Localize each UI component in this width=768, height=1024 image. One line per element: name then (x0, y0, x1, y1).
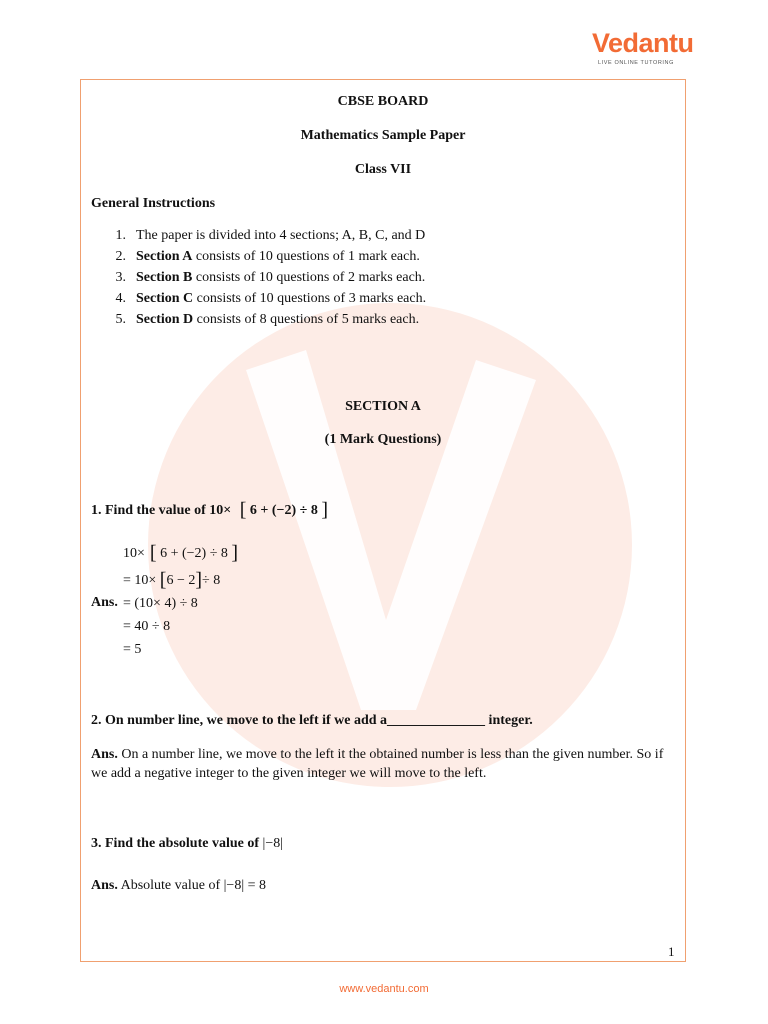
question-1-text: 1. Find the value of 10× (91, 503, 232, 518)
board-title: CBSE BOARD (337, 94, 429, 109)
item-number: 5. (115, 312, 126, 327)
item-text: Section B consists of 10 questions of 2 marks each. (136, 270, 426, 285)
answer-2-text: On a number line, we move to the left it the obtained number is less than the given number. So if we add a negative integer to the given integer we will move to the left. (91, 747, 664, 781)
paper-title: Mathematics Sample Paper (300, 128, 466, 143)
item-number: 1. (115, 228, 126, 243)
answer-1-step-3: = (10× 4) ÷ 8 (123, 596, 198, 611)
answer-1-step-4: = 40 ÷ 8 (123, 619, 171, 634)
answer-1-label: Ans. (91, 595, 118, 610)
footer-url-link[interactable]: www.vedantu.com (339, 983, 429, 995)
answer-1-step-2: = 10× [6 − 2]÷ 8 (123, 569, 221, 591)
answer-1-step-5: = 5 (123, 642, 142, 657)
logo-wordmark: Vedantu (592, 28, 694, 58)
vedantu-logo (592, 28, 694, 70)
question-3-text: 3. Find the absolute value of (91, 836, 263, 851)
answer-1-step-1: 10× [ 6 + (−2) ÷ 8 ] (123, 542, 239, 564)
question-1-expression: 6 + (−2) ÷ 8 (249, 503, 318, 518)
answer-2 (91, 745, 681, 783)
answer-2-label: Ans. (91, 747, 118, 762)
instructions-heading: General Instructions (91, 196, 216, 211)
section-subtitle: (1 Mark Questions) (324, 432, 442, 447)
class-title: Class VII (354, 162, 412, 177)
question-3 (91, 835, 283, 853)
item-number: 2. (115, 249, 126, 264)
item-text: The paper is divided into 4 sections; A, B, C, and D (136, 228, 426, 243)
item-number: 3. (115, 270, 126, 285)
question-2: 2. On number line, we move to the left if we add a______________ integer. (91, 713, 533, 728)
answer-3-text: Absolute value of (117, 878, 224, 893)
item-text: Section A consists of 10 questions of 1 mark each. (136, 249, 420, 264)
answer-3-label: Ans. (91, 878, 118, 893)
answer-3-value: |−8| = 8 (223, 878, 267, 893)
item-text: Section C consists of 10 questions of 3 marks each. (136, 291, 427, 306)
page-number: 1 (668, 944, 675, 959)
item-number: 4. (115, 291, 126, 306)
item-text: Section D consists of 8 questions of 5 marks each. (136, 312, 420, 327)
logo-tagline: LIVE ONLINE TUTORING (598, 60, 674, 66)
answer-3 (91, 877, 266, 895)
question-3-value: |−8| (262, 836, 284, 851)
section-title: SECTION A (345, 399, 421, 414)
question-1: 1. Find the value of 10× [ 6 + (−2) ÷ 8 ] (91, 499, 329, 521)
